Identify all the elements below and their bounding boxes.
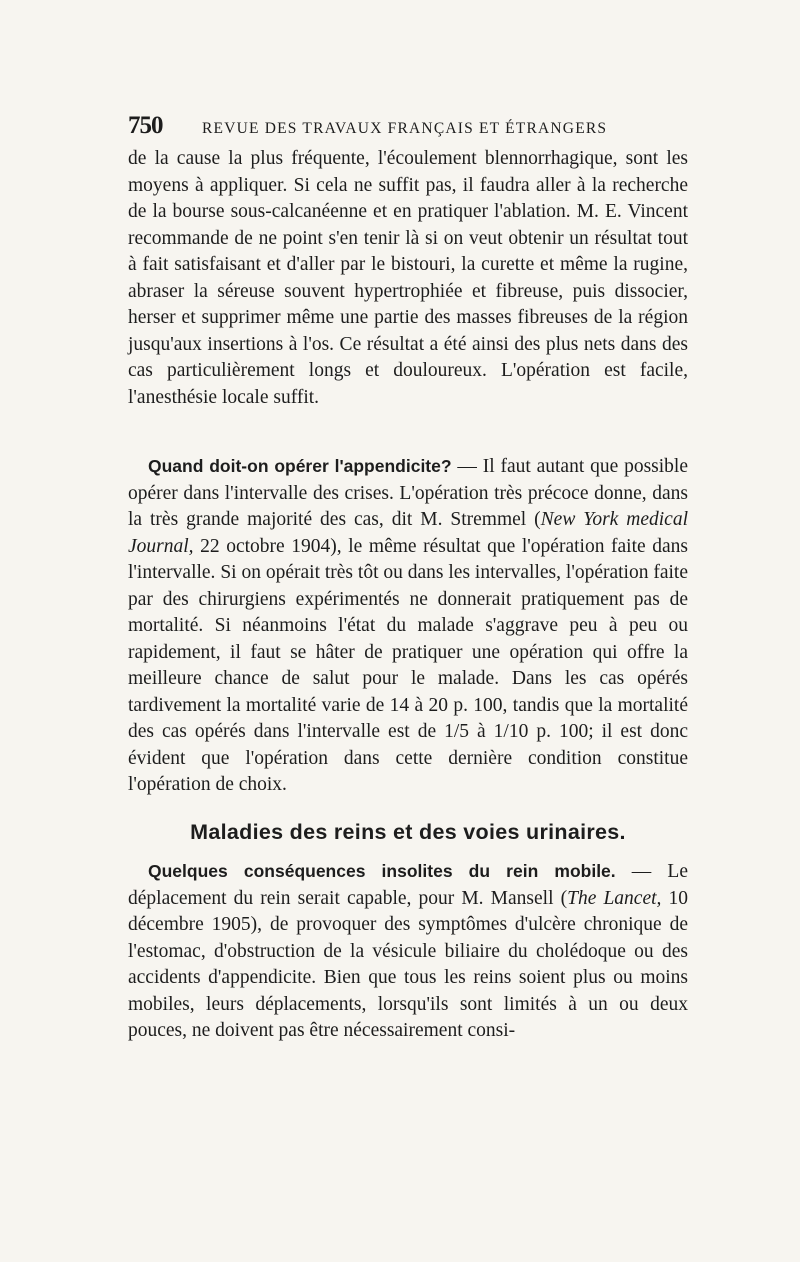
paragraph-text: — Le déplacement du rein serait capable, pour M. Mansell ( bbox=[128, 861, 688, 909]
paragraph-text: 22 octobre 1904), le même résultat que l'opération faite dans l'intervalle. Si on opérait très tôt ou dans les intervalles, l'opération faite par des chirurgiens expérimentés ne donnerait pratiquement pas de mortalité. Si néanmoins l'état du malade s'aggrave peu à peu ou rapidement, il faut se hâter de pratiquer une opération qui offre la meilleure chance de salut pour le malade. Dans les cas opérés tardivement la mortalité varie de 14 à 20 p. 100, tandis que la mortalité des cas opérés dans l'intervalle est de 1/5 à 1/10 p. 100; il est donc évident que l'opération dans cette dernière condition constitue l'opération de choix. bbox=[128, 535, 688, 795]
paragraph-mobile-kidney bbox=[128, 858, 688, 1045]
paragraph-text: — Il faut autant que possible opérer dans l'intervalle des crises. L'opération très précoce donne, dans la très grande majorité des cas, dit M. Stremmel ( bbox=[128, 456, 688, 530]
page-header bbox=[128, 112, 688, 142]
journal-citation: New York medical Journal, bbox=[128, 509, 688, 557]
page-number: 750 bbox=[128, 112, 163, 139]
paragraph-lead-heading: Quand doit-on opérer l'appendicite? bbox=[148, 456, 452, 476]
paragraph-appendicitis bbox=[128, 453, 688, 799]
running-title: REVUE DES TRAVAUX FRANÇAIS ET ÉTRANGERS bbox=[202, 120, 608, 137]
paragraph-text: de la cause la plus fréquente, l'écoulement blennorrhagique, sont les moyens à appliquer. Si cela ne suffit pas, il faudra aller à la recherche de la bourse sous-calcanéenne et en pratiquer l'ablation. M. E. Vincent recommande de ne point s'en tenir là si on veut obtenir un résultat tout à fait satisfaisant et d'aller par le bistouri, la curette et même la rugine, abraser la séreuse souvent hypertrophiée et fibreuse, puis dissocier, herser et supprimer même une partie des masses fibreuses de la région jusqu'aux insertions à l'os. Ce résultat a été ainsi des plus nets dans des cas particulièrement longs et douloureux. L'opération est facile, l'anesthésie locale suffit. bbox=[128, 148, 688, 408]
paragraph-bursa-treatment bbox=[128, 146, 688, 411]
journal-citation: The Lancet, bbox=[567, 887, 662, 909]
section-heading: Maladies des reins et des voies urinaires. bbox=[190, 820, 626, 844]
paragraph-text: 10 décembre 1905), de provoquer des symptômes d'ulcère chronique de l'estomac, d'obstruction de la vésicule biliaire du cholédoque ou des accidents d'appendicite. Bien que tous les reins soient plus ou moins mobiles, leurs déplacements, lorsqu'ils sont limités à un ou deux pouces, ne doivent pas être nécessairement consi- bbox=[128, 887, 689, 1041]
paragraph-lead-heading: Quelques conséquences insolites du rein mobile. bbox=[148, 861, 616, 881]
